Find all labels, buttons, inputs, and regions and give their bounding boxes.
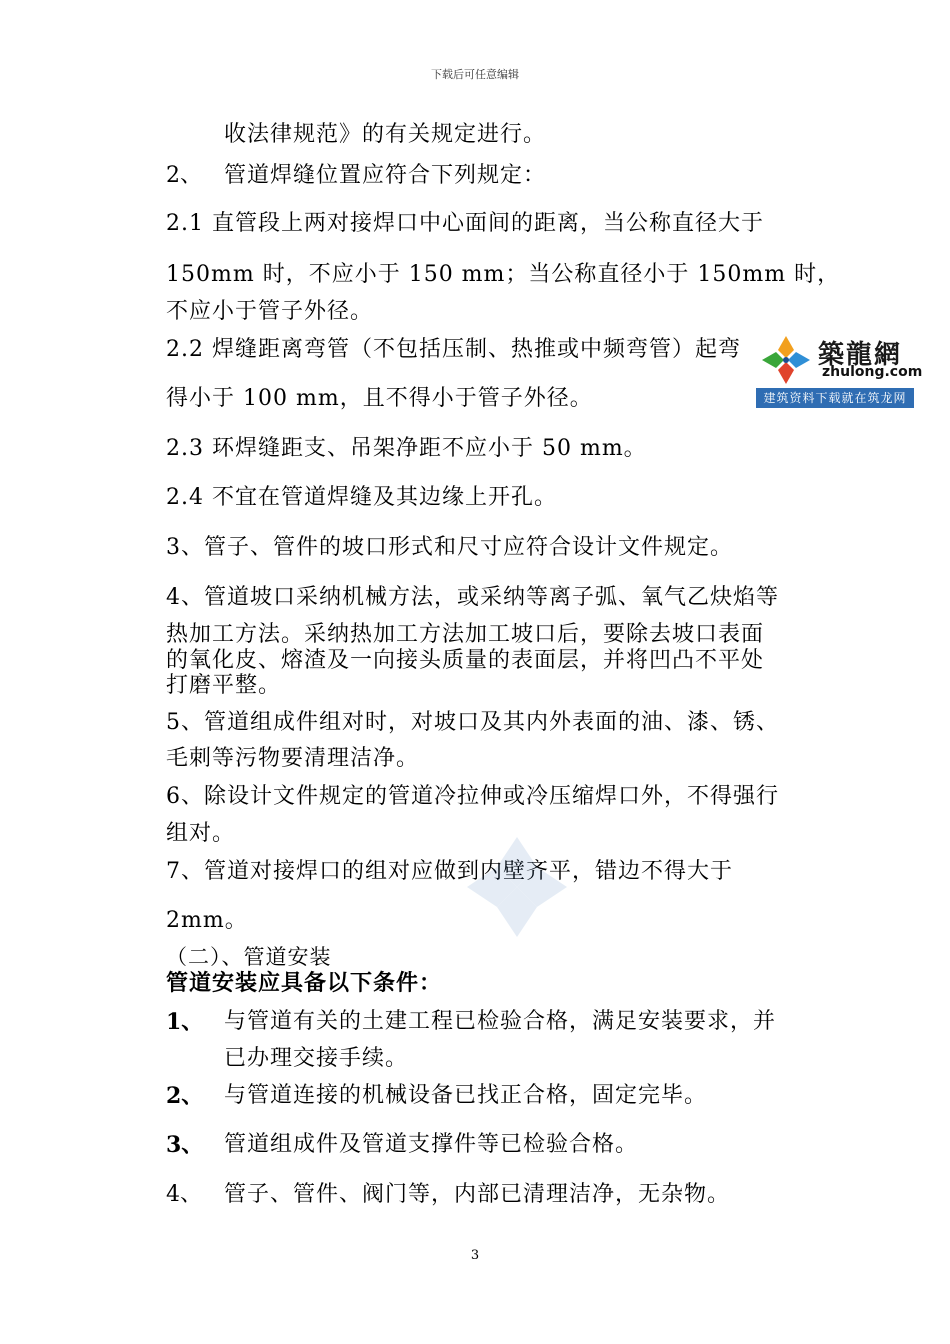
text-line: 得小于 100 mm，且不得小于管子外径。: [166, 386, 593, 411]
logo-top: [756, 330, 923, 388]
text-line: 已办理交接手续。: [224, 1046, 409, 1071]
text-line: 管道焊缝位置应符合下列规定：: [224, 163, 547, 188]
text-line: 管子、管件、阀门等，内部已清理洁净，无杂物。: [224, 1182, 731, 1207]
logo-domain: zhulong.com: [822, 364, 923, 380]
text-line: 与管道连接的机械设备已找正合格，固定完毕。: [224, 1083, 708, 1108]
text-line: 的氧化皮、熔渣及一向接头质量的表面层，并将凹凸不平处: [166, 648, 765, 673]
logo-slogan: 建筑资料下载就在筑龙网: [756, 388, 914, 408]
text-line: 收法律规范》的有关规定进行。: [224, 122, 547, 147]
text-line: 2mm。: [166, 908, 248, 933]
page-header: 下载后可任意编辑: [431, 68, 519, 81]
page-number: 3: [470, 1248, 480, 1263]
text-line: 7、管道对接焊口的组对应做到内壁齐平，错边不得大于: [166, 859, 733, 884]
text-line: 管道组成件及管道支撑件等已检验合格。: [224, 1132, 639, 1157]
text-line: 热加工方法。采纳热加工方法加工坡口后，要除去坡口表面: [166, 622, 765, 647]
item-number: 4、: [166, 1182, 202, 1207]
zhulong-logo[interactable]: [756, 330, 923, 408]
text-line: 2.3 环焊缝距支、吊架净距不应小于 50 mm。: [166, 436, 647, 461]
zhulong-pinwheel-icon: [760, 334, 812, 386]
text-line: 150mm 时，不应小于 150 mm；当公称直径小于 150mm 时，: [166, 262, 841, 287]
item-number: 3、: [166, 1132, 204, 1158]
logo-chinese-name: 築龍網: [818, 340, 903, 370]
text-line: 毛刺等污物要清理洁净。: [166, 746, 420, 771]
text-line: 2.4 不宜在管道焊缝及其边缘上开孔。: [166, 485, 557, 510]
item-number: 1、: [166, 1009, 204, 1035]
item-number: 2、: [166, 1083, 204, 1109]
text-line: 不应小于管子外径。: [166, 299, 374, 324]
text-line: 4、管道坡口采纳机械方法，或采纳等离子弧、氧气乙炔焰等: [166, 585, 779, 610]
text-line: 2.1 直管段上两对接焊口中心面间的距离，当公称直径大于: [166, 211, 764, 236]
text-line: 2.2 焊缝距离弯管（不包括压制、热推或中频弯管）起弯: [166, 337, 741, 362]
section-heading: （二）、管道安装: [166, 945, 332, 969]
text-line: 6、除设计文件规定的管道冷拉伸或冷压缩焊口外，不得强行: [166, 784, 779, 809]
watermark-icon: [462, 832, 572, 946]
text-line: 组对。: [166, 821, 236, 846]
text-line: 打磨平整。: [166, 673, 282, 698]
text-line: 3、管子、管件的坡口形式和尺寸应符合设计文件规定。: [166, 535, 733, 560]
subheading: 管道安装应具备以下条件：: [166, 970, 443, 996]
text-line: 5、管道组成件组对时，对坡口及其内外表面的油、漆、锈、: [166, 710, 779, 735]
text-line: 与管道有关的土建工程已检验合格，满足安装要求，并: [224, 1009, 777, 1034]
item-number: 2、: [166, 163, 202, 188]
